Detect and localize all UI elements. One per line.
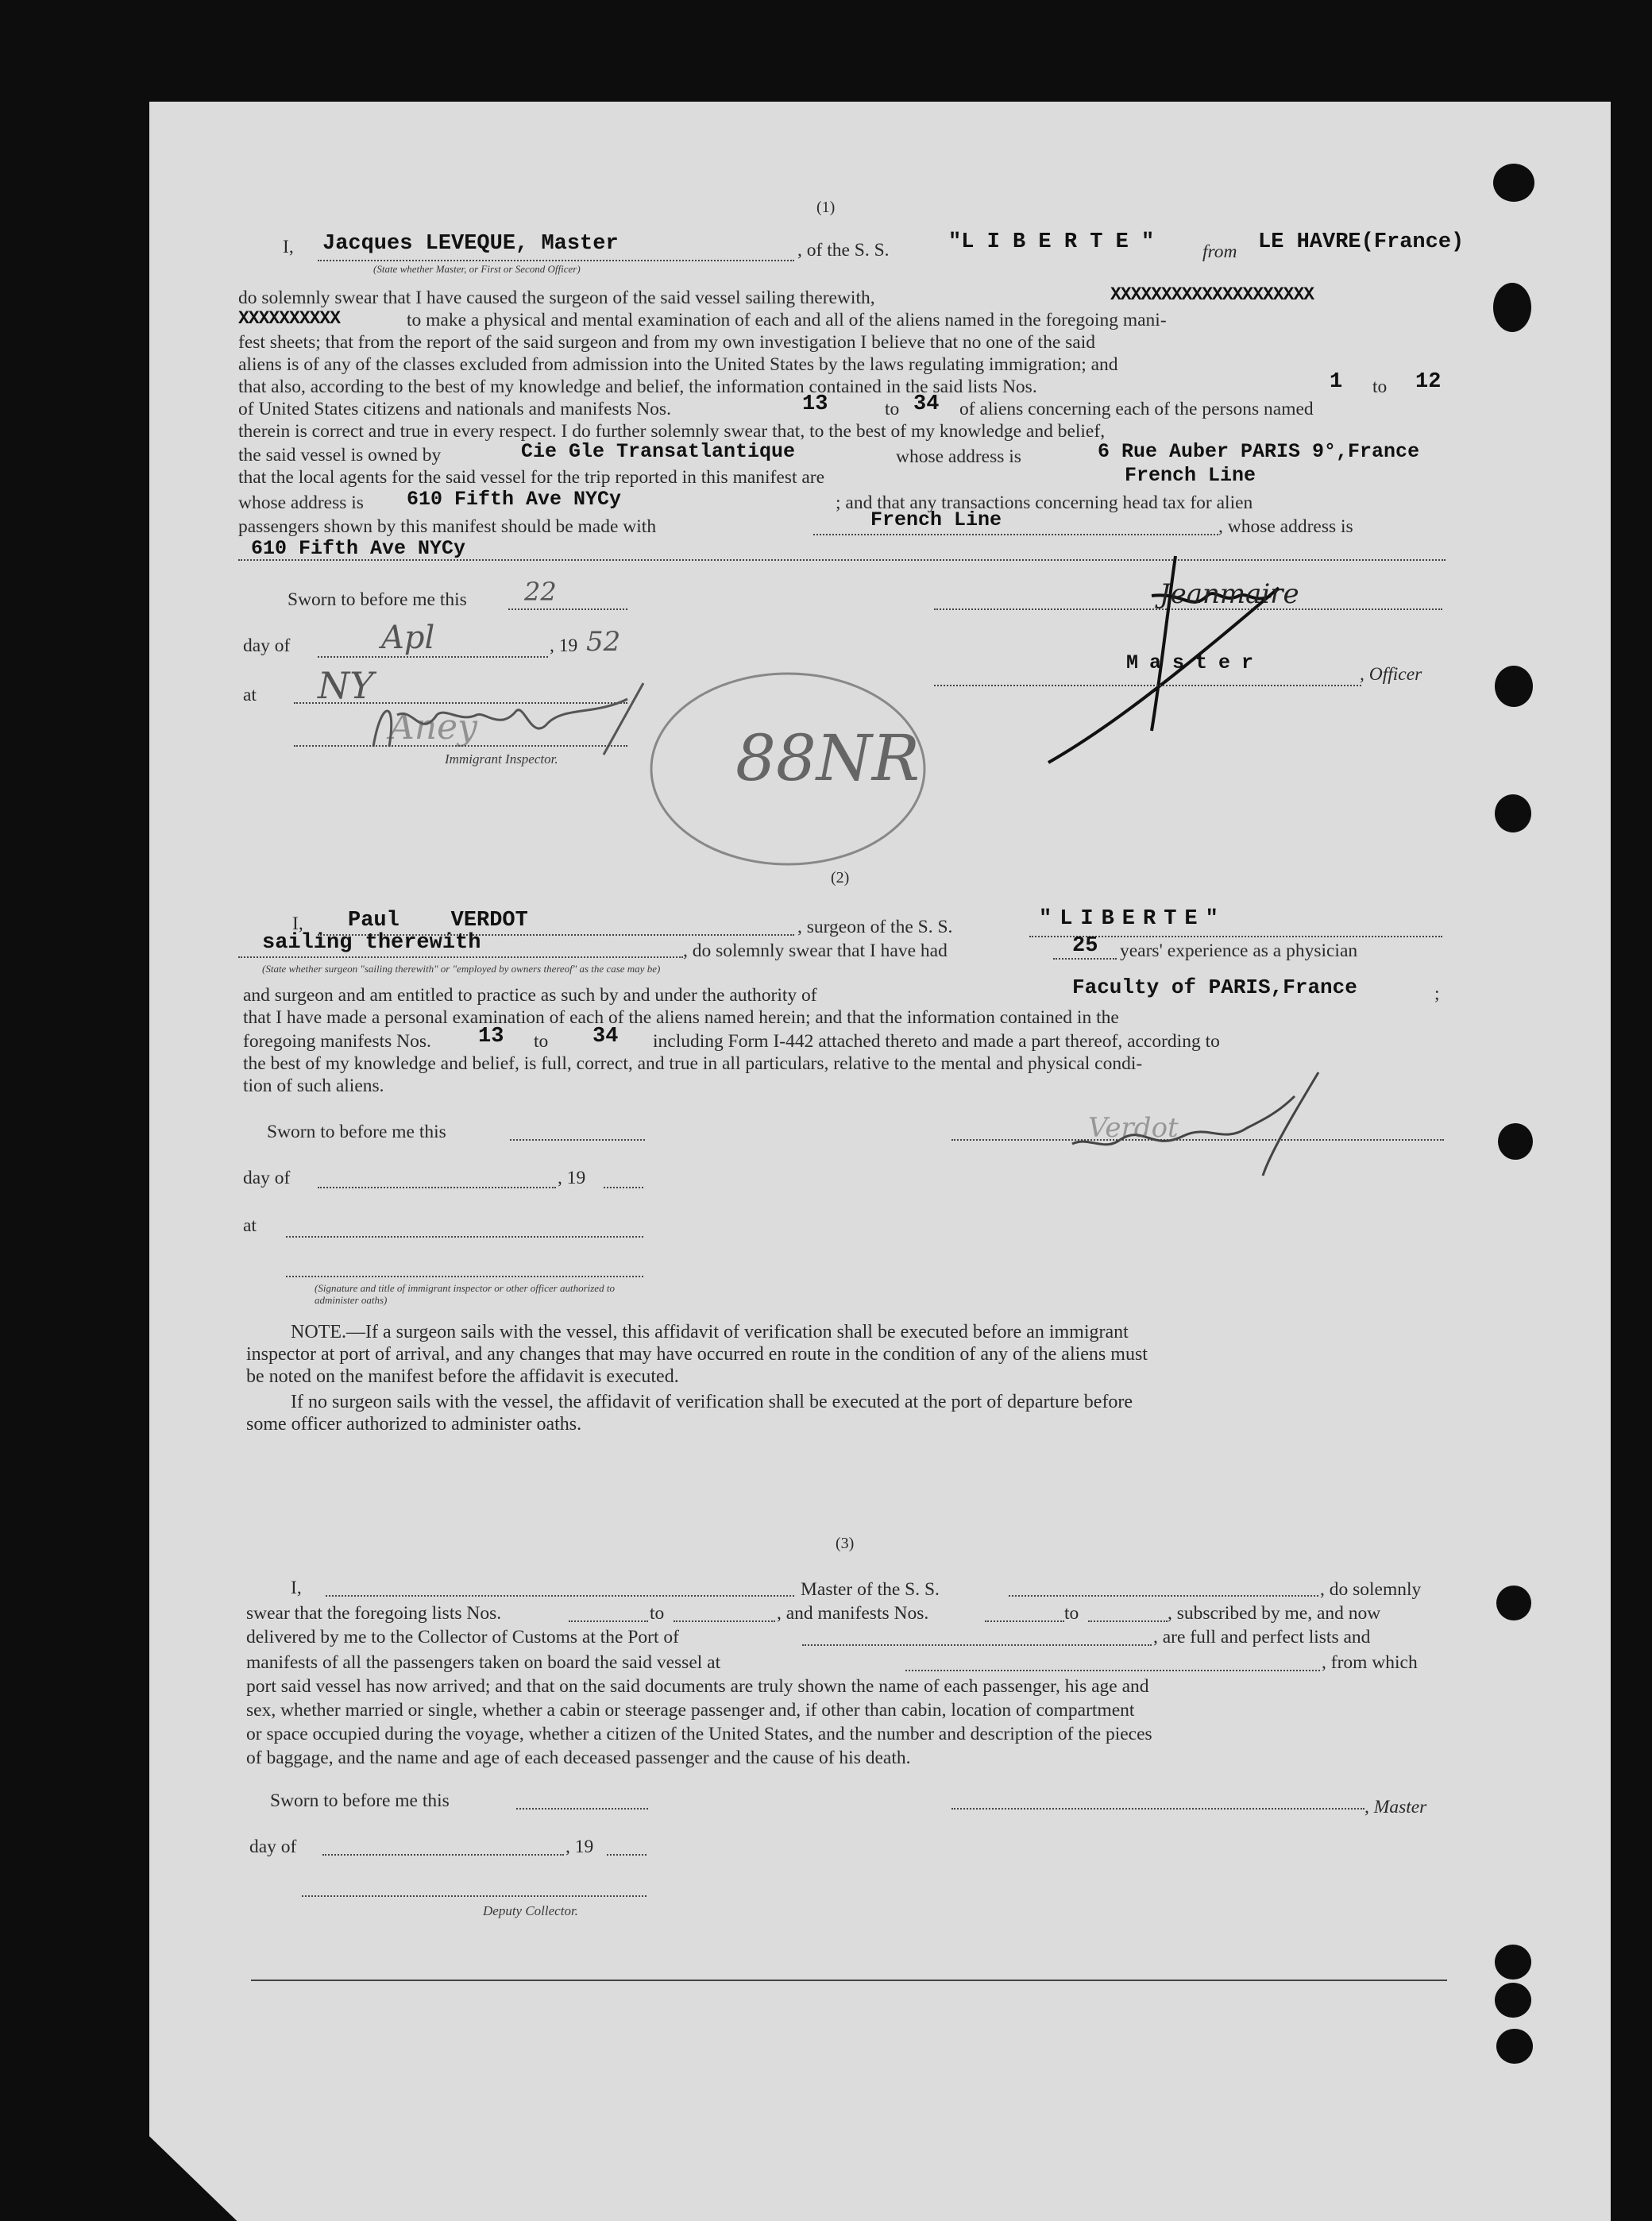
punch-hole	[1495, 1983, 1531, 2018]
blank	[985, 1620, 1064, 1622]
day-of-label: day of	[243, 635, 291, 656]
month-line	[318, 656, 548, 658]
collector-caption: Deputy Collector.	[483, 1903, 578, 1918]
oath-line: do solemnly swear that I have caused the surgeon of the said vessel sailing therewith,	[238, 288, 875, 308]
lists-from: 1	[1330, 370, 1343, 394]
to-label: to	[1372, 377, 1388, 397]
inspector-caption: Immigrant Inspector.	[445, 751, 558, 767]
do-solemnly-label: , do solemnly	[1320, 1579, 1422, 1600]
master-of-label: Master of the S. S.	[801, 1579, 940, 1600]
year-line	[607, 1854, 647, 1856]
master-name: Jacques LEVEQUE, Master	[322, 232, 619, 256]
year-prefix: , 19	[565, 1837, 594, 1857]
manifests-from: 13	[802, 392, 828, 416]
blank	[569, 1620, 648, 1622]
owner-address: 6 Rue Auber PARIS 9°,France	[1098, 440, 1420, 463]
oath-line: that also, according to the best of my knowledge and belief, the information contained in the said lists Nos.	[238, 377, 1037, 397]
head-tax-with: French Line	[870, 508, 1002, 531]
label-i: I,	[283, 237, 294, 257]
surgeon-oath-line: foregoing manifests Nos.	[243, 1031, 431, 1052]
years-label: years' experience as a physician	[1120, 941, 1358, 961]
collector-oath-line: , from which	[1322, 1652, 1418, 1673]
authority: Faculty of PARIS,France	[1072, 975, 1357, 999]
master-signature-text: Jeanmaire	[1160, 578, 1299, 610]
surgeon-of-label: , surgeon of the S. S.	[797, 917, 953, 937]
section-number: (1)	[816, 199, 836, 216]
manifests-to: 34	[592, 1025, 619, 1049]
inspector-signature-text: Aney	[389, 707, 478, 747]
surgeon-oath-line: the best of my knowledge and belief, is full, correct, and true in all particulars, relative to the mental and physical condi-	[243, 1053, 1143, 1074]
collector-oath-line: delivered by me to the Collector of Customs at the Port of	[246, 1627, 679, 1647]
note-line: some officer authorized to administer oaths.	[246, 1414, 582, 1435]
day-of-label: day of	[243, 1168, 291, 1188]
master-name-line	[318, 260, 794, 261]
crossed-out-text: XXXXXXXXXX	[238, 308, 341, 329]
sworn-day-line	[508, 608, 627, 610]
oath-line: of aliens concerning each of the persons named	[959, 399, 1314, 419]
collector-oath-line: swear that the foregoing lists Nos.	[246, 1603, 502, 1624]
oath-line: aliens is of any of the classes excluded from admission into the United States by the laws regulating immigration; and	[238, 354, 1118, 375]
collector-line	[302, 1895, 647, 1897]
note-line: NOTE.—If a surgeon sails with the vessel, this affidavit of verification shall be executed before an immigrant	[291, 1322, 1129, 1342]
master-name-line	[326, 1595, 794, 1597]
oath-line: the said vessel is owned by	[238, 445, 442, 465]
punch-hole	[1495, 666, 1533, 707]
inspector-line	[286, 1276, 643, 1277]
blank	[674, 1620, 775, 1622]
local-agents: French Line	[1125, 464, 1256, 487]
vessel-name: "L I B E R T E "	[948, 230, 1155, 254]
officer-label: , Officer	[1360, 664, 1422, 685]
punch-hole	[1495, 794, 1531, 832]
year-prefix: , 19	[558, 1168, 586, 1188]
vessel-line	[1009, 1595, 1318, 1597]
surgeon-sailing: sailing therewith	[262, 931, 481, 955]
stamp-text: 88NR	[735, 721, 921, 795]
label-i: I,	[291, 1578, 302, 1598]
collector-oath-line: sex, whether married or single, whether a cabin or steerage passenger and, if other than cabin, location of compartment	[246, 1700, 1135, 1721]
authority-label: and surgeon and am entitled to practice as such by and under the authority of	[243, 985, 817, 1006]
year-line	[604, 1187, 643, 1188]
surgeon-caption: (State whether surgeon "sailing therewith" or "employed by owners thereof" as the case may be)	[262, 963, 661, 975]
surgeon-oath-line: that I have made a personal examination of each of the aliens named herein; and that the information contained in the	[243, 1007, 1119, 1028]
sworn-label: Sworn to before me this	[270, 1790, 450, 1811]
sworn-day-line	[516, 1808, 648, 1810]
head-tax-address: 610 Fifth Ave NYCy	[251, 537, 466, 560]
master-label: , Master	[1364, 1797, 1427, 1817]
punch-hole	[1493, 164, 1534, 202]
blank	[905, 1670, 1320, 1671]
blank	[1088, 1620, 1168, 1622]
semicolon: ;	[1434, 983, 1440, 1004]
year: 52	[586, 626, 621, 658]
oath-line: whose address is	[238, 492, 364, 513]
oath-line: whose address is	[896, 446, 1021, 467]
label-i: I,	[292, 914, 303, 934]
collector-oath-line: or space occupied during the voyage, whether a citizen of the United States, and the number and description of the pieces	[246, 1724, 1152, 1744]
head-tax-line	[813, 534, 1218, 535]
years-experience: 25	[1072, 934, 1098, 958]
month-line	[318, 1187, 556, 1188]
collector-oath-line: manifests of all the passengers taken on board the said vessel at	[246, 1652, 721, 1673]
collector-oath-line: port said vessel has now arrived; and that on the said documents are truly shown the name of each passenger, his age and	[246, 1676, 1149, 1697]
manifest-sheet	[149, 102, 1611, 2221]
surgeon-oath-line: including Form I-442 attached thereto and made a part thereof, according to	[653, 1031, 1220, 1052]
year-prefix: , 19	[550, 635, 578, 656]
swear-label: , do solemnly swear that I have had	[683, 941, 948, 961]
at-line	[286, 1236, 643, 1238]
section-number: (2)	[831, 869, 850, 886]
vessel-owner: Cie Gle Transatlantique	[521, 440, 796, 463]
collector-oath-line: of baggage, and the name and age of each deceased passenger and the cause of his death.	[246, 1748, 911, 1768]
master-caption: (State whether Master, or First or Second Officer)	[373, 263, 581, 275]
oath-line: ; and that any transactions concerning head tax for alien	[836, 492, 1253, 513]
collector-oath-line: , subscribed by me, and now	[1168, 1603, 1381, 1624]
officer-title-line	[934, 685, 1361, 686]
collector-oath-line: , are full and perfect lists and	[1153, 1627, 1371, 1647]
oath-line: fest sheets; that from the report of the said surgeon and from my own investigation I believe that no one of the said	[238, 332, 1095, 353]
sworn-label: Sworn to before me this	[267, 1122, 446, 1142]
officer-title: Master	[1126, 651, 1265, 674]
agents-address: 610 Fifth Ave NYCy	[407, 488, 622, 511]
oath-line: passengers shown by this manifest should be made with	[238, 516, 657, 537]
surgeon-signature-text: Verdot	[1088, 1112, 1179, 1144]
oath-line: to make a physical and mental examination of each and all of the aliens named in the foregoing mani-	[407, 310, 1167, 330]
punch-hole	[1496, 1586, 1531, 1620]
surgeon-name: Paul VERDOT	[348, 909, 528, 933]
sworn-day: 22	[524, 577, 557, 607]
inspector-line	[294, 745, 627, 747]
of-ss-label: , of the S. S.	[797, 240, 890, 261]
punch-hole	[1495, 1945, 1531, 1980]
port-of-departure: LE HAVRE(France)	[1258, 230, 1465, 254]
note-line: If no surgeon sails with the vessel, the affidavit of verification shall be executed at the port of departure before	[291, 1392, 1133, 1412]
manifests-from: 13	[478, 1025, 504, 1049]
oath-line: that the local agents for the said vessel for the trip reported in this manifest are	[238, 467, 825, 488]
lists-to: 12	[1415, 370, 1442, 394]
punch-hole	[1493, 283, 1531, 332]
month-line	[322, 1854, 564, 1856]
section-number: (3)	[836, 1535, 855, 1552]
collector-oath-line: , and manifests Nos.	[777, 1603, 929, 1624]
at-place: NY	[318, 664, 374, 707]
years-line	[1053, 958, 1117, 960]
oath-line: therein is correct and true in every respect. I do further solemnly swear that, to the best of my knowledge and belief,	[238, 421, 1106, 442]
to-label: to	[885, 399, 900, 419]
note-line: be noted on the manifest before the affidavit is executed.	[246, 1366, 679, 1387]
sworn-day-line	[510, 1139, 645, 1141]
to-label: to	[1064, 1603, 1079, 1624]
master-signature-line	[951, 1808, 1364, 1810]
punch-hole	[1496, 2029, 1533, 2064]
surgeon-oath-line: tion of such aliens.	[243, 1076, 384, 1096]
blank	[802, 1644, 1152, 1646]
at-label: at	[243, 685, 257, 705]
at-label: at	[243, 1215, 257, 1236]
note-line: inspector at port of arrival, and any changes that may have occurred en route in the condition of any of the aliens must	[246, 1344, 1148, 1365]
oath-line: , whose address is	[1218, 516, 1353, 537]
punch-hole	[1498, 1123, 1533, 1160]
crossed-out-text: XXXXXXXXXXXXXXXXXXXX	[1110, 284, 1314, 305]
to-label: to	[534, 1031, 549, 1052]
month: Apl	[381, 620, 435, 656]
sworn-label: Sworn to before me this	[288, 589, 467, 610]
oath-line: of United States citizens and nationals and manifests Nos.	[238, 399, 671, 419]
sailing-line	[238, 956, 683, 958]
manifests-to: 34	[913, 392, 940, 416]
vessel-name: "LIBERTE"	[1039, 907, 1226, 931]
from-label: from	[1202, 241, 1237, 262]
day-of-label: day of	[249, 1837, 297, 1857]
to-label: to	[650, 1603, 665, 1624]
bottom-rule	[251, 1980, 1447, 1981]
inspector-caption: (Signature and title of immigrant inspector or other officer authorized to administer oaths)	[315, 1282, 615, 1306]
